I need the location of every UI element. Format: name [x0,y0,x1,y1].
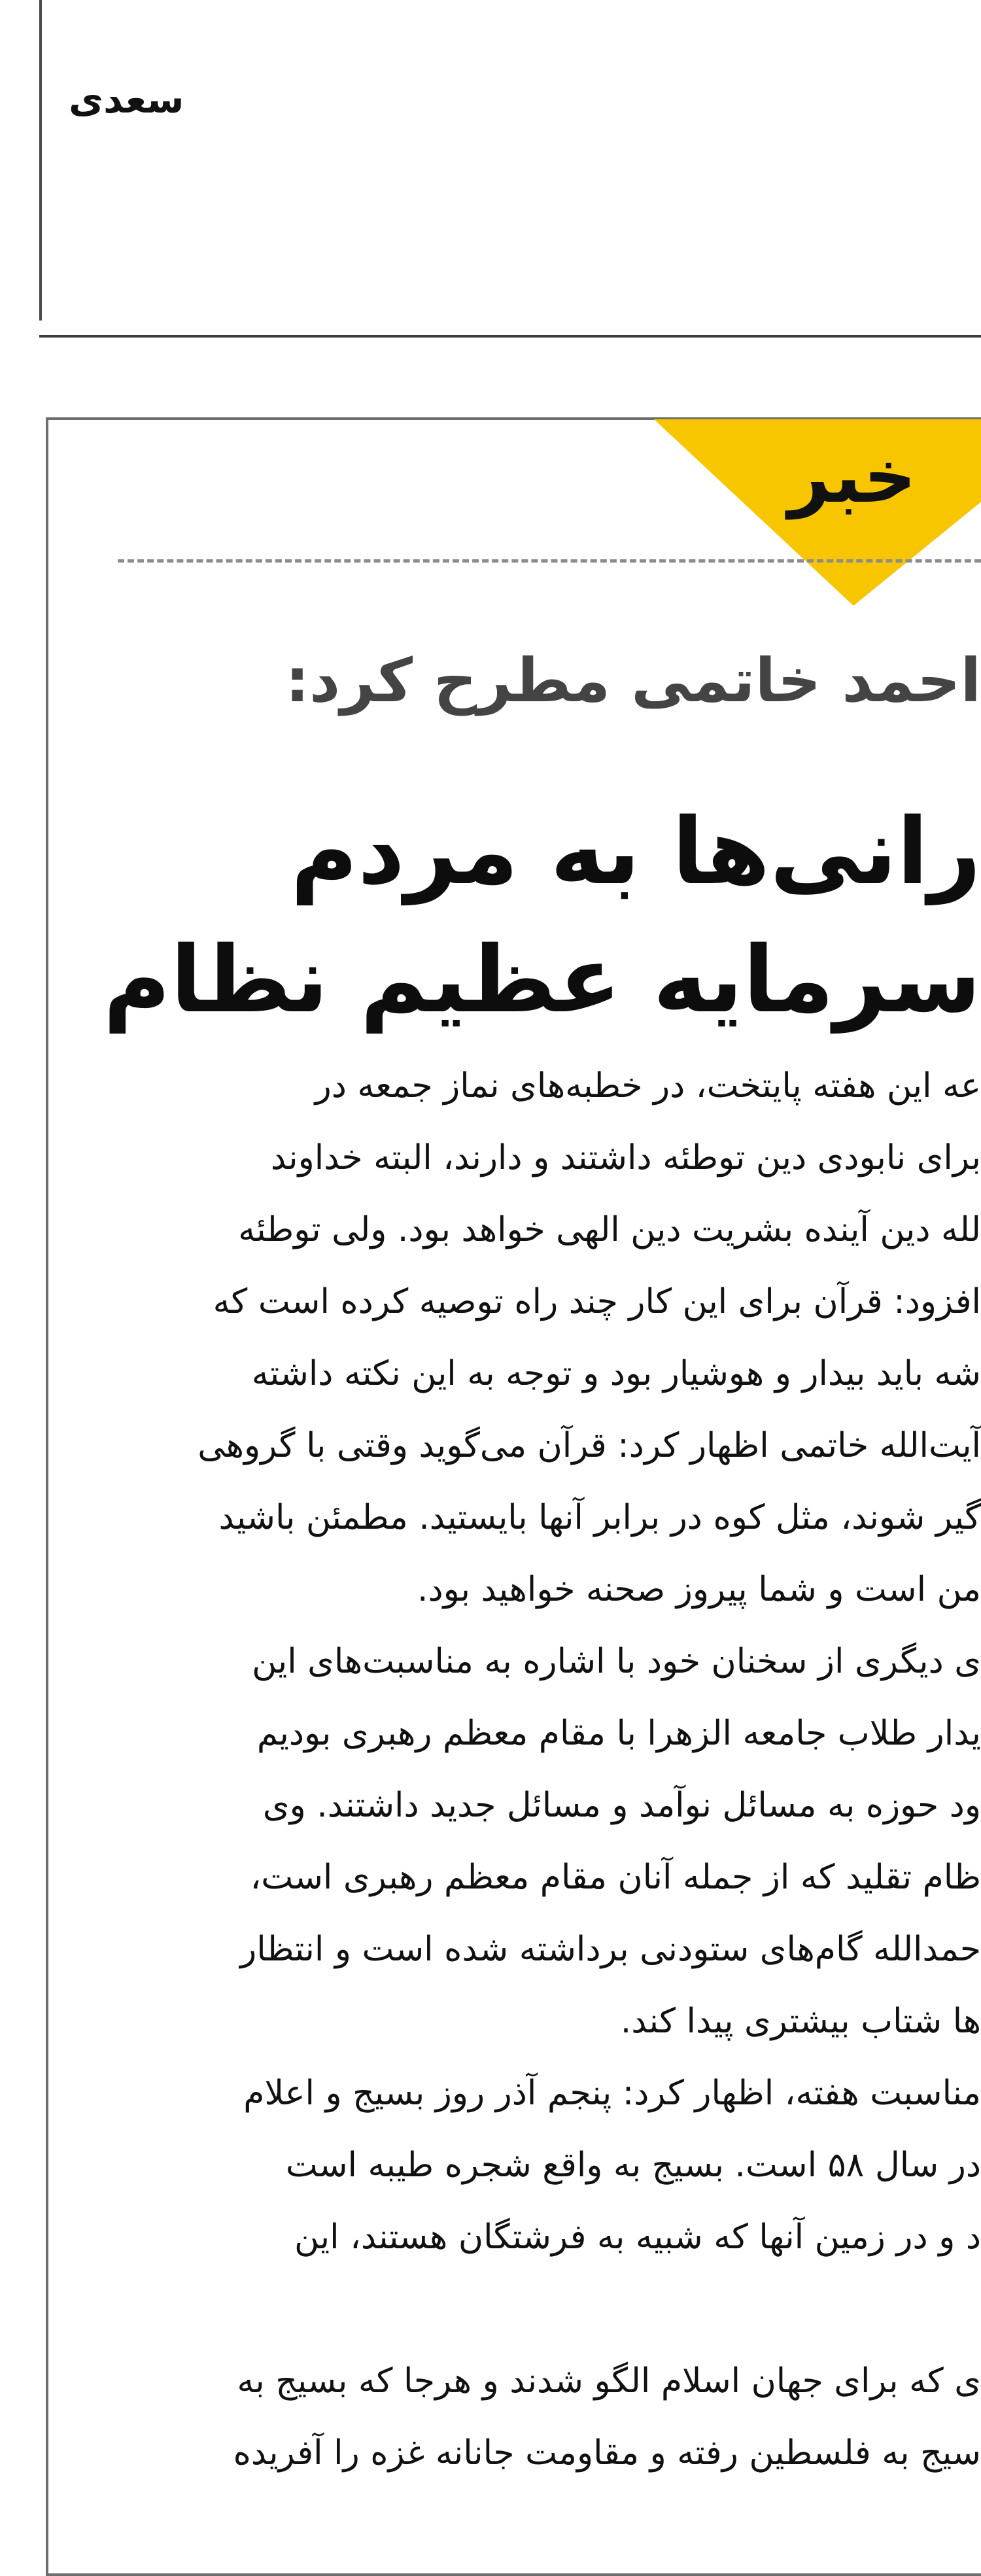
body-line: ود حوزه به مسائل نوآمد و مسائل جدید داشتند. وی [262,1786,981,1825]
section-divider [39,335,981,338]
body-line: آیت‌الله خاتمی اظهار کرد: قرآن می‌گوید وقتی با گروهی [198,1426,981,1465]
body-line: گیر شوند، مثل کوه در برابر آنها بایستید. مطمئن باشید [218,1498,981,1537]
body-line: ی دیگری از سخنان خود با اشاره به مناسبت‌های این [252,1642,981,1681]
body-line: من است و شما پیروز صحنه خواهید بود. [417,1570,981,1609]
section-label: خبر [788,434,917,519]
body-line: در سال ۵۸ است. بسیج به واقع شجره طیبه است [285,2146,981,2185]
body-line: مناسبت هفته، اظهار کرد: پنجم آذر روز بسیج و اعلام [243,2074,981,2113]
body-line: ظام تقلید که از جمله آنان مقام معظم رهبری است، [250,1858,981,1897]
body-line: ی که برای جهان اسلام الگو شدند و هرجا که بسیج به [237,2361,981,2401]
body-line: یدار طلاب جامعه الزهرا با مقام معظم رهبری بودیم [256,1714,981,1753]
body-line: افزود: قرآن برای این کار چند راه توصیه کرده است که [213,1282,981,1321]
headline-line: سرمایه عظیم نظام [103,927,981,1034]
body-line: سیج به فلسطین رفته و مقاومت جانانه غزه را آفریده [233,2433,981,2473]
article-kicker: احمد خاتمی مطرح کرد: [285,646,981,716]
author-name: سعدی [69,77,184,122]
body-line: د و در زمین آنها که شبیه به فرشتگان هستند، این [294,2218,981,2257]
body-line: برای نابودی دین توطئه داشتند و دارند، البته خداوند [270,1138,981,1177]
previous-article-frame [39,0,981,321]
headline-line: رانی‌ها به مردم [290,799,981,905]
article-headline [103,788,981,1045]
body-line: حمدالله گام‌های ستودنی برداشته شده است و انتظار [240,1930,981,1969]
dashed-divider [118,559,981,563]
body-line: لله دین آینده بشریت دین الهی خواهد بود. ولی توطئه [238,1210,981,1249]
body-line: عه این هفته پایتخت، در خطبه‌های نماز جمعه در [315,1066,981,1105]
article-body [65,1050,981,2489]
body-line: شه باید بیدار و هوشیار بود و توجه به این نکته داشته [251,1354,981,1393]
body-line: ها شتاب بیشتری پیدا کند. [620,2002,981,2041]
